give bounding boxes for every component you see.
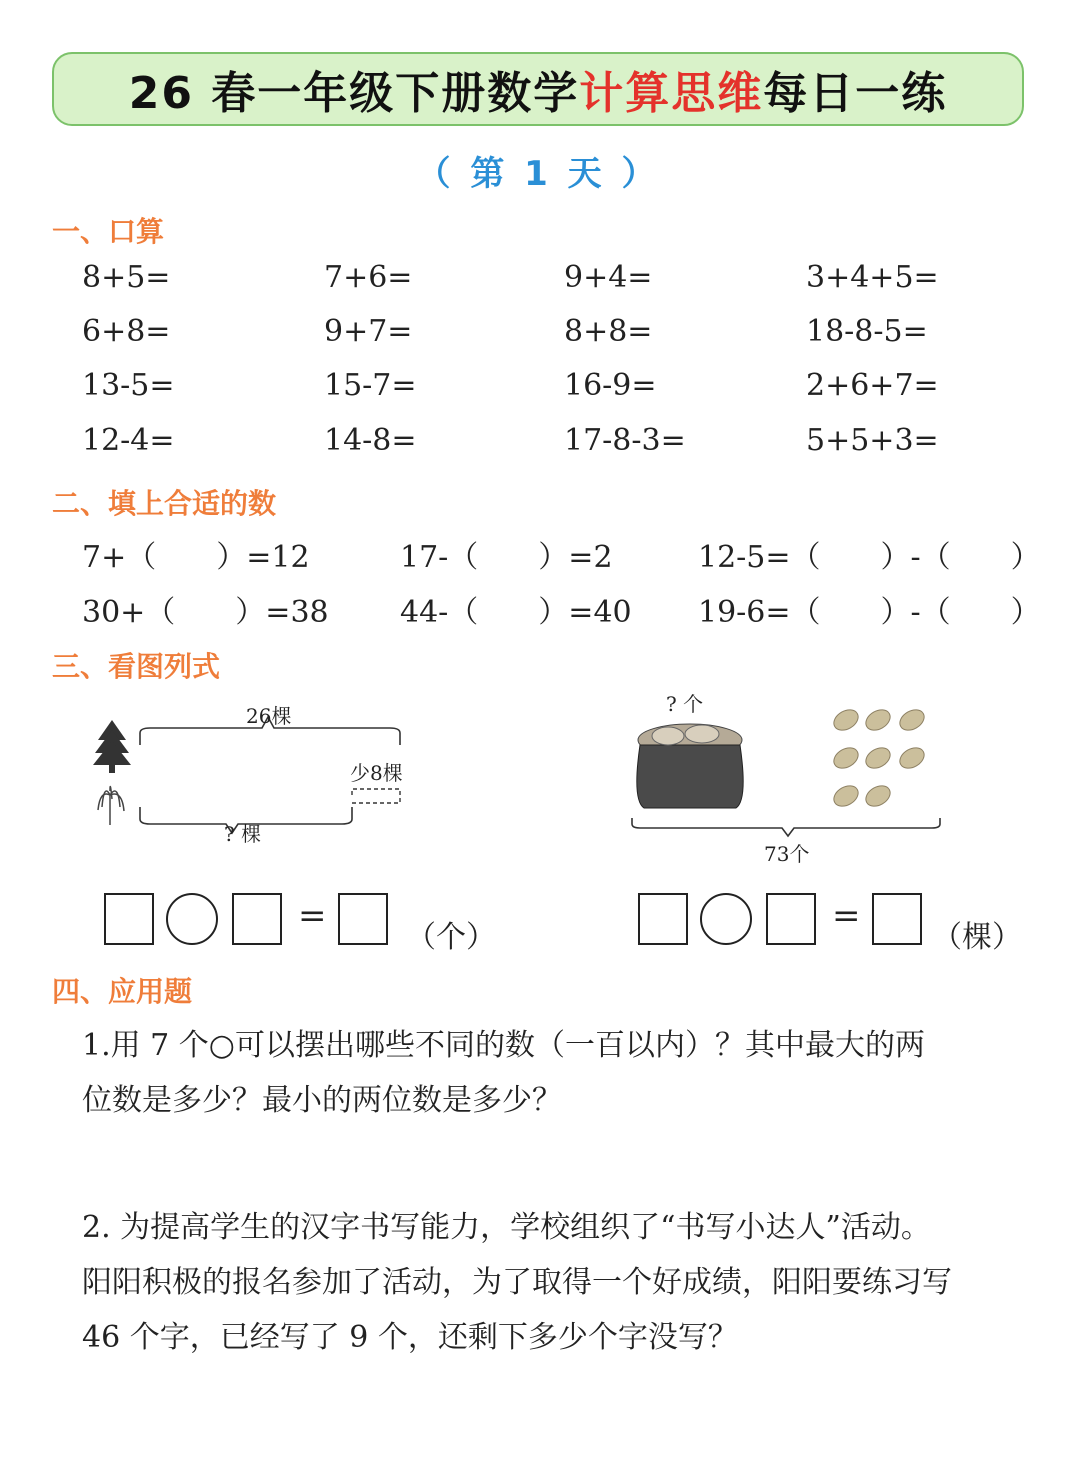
- potato-icons: [830, 706, 928, 811]
- section-word-problems-title: 四、应用题: [52, 975, 193, 1008]
- fill-item: 12-5=（ ）-（ ）: [698, 540, 1041, 575]
- willow-tree-icon: [98, 787, 124, 826]
- title-banner: [52, 52, 1024, 126]
- operator-circle[interactable]: [166, 893, 218, 945]
- section-fill-title: 二、填上合适的数: [52, 487, 277, 520]
- oral-item: 5+5+3=: [806, 423, 939, 458]
- oral-item: 13-5=: [82, 368, 175, 403]
- oral-item: 15-7=: [324, 368, 417, 403]
- fill-item: 30+（ ）=38: [82, 595, 329, 630]
- oral-item: 8+5=: [82, 260, 171, 295]
- oral-item: 12-4=: [82, 423, 175, 458]
- operator-circle[interactable]: [700, 893, 752, 945]
- fill-item: 19-6=（ ）-（ ）: [698, 595, 1041, 630]
- pine-tree-icon: [93, 720, 131, 773]
- title-part2: 计算思维: [579, 68, 764, 119]
- oral-item: 17-8-3=: [564, 423, 686, 458]
- oral-item: 7+6=: [324, 260, 413, 295]
- answer-box[interactable]: [766, 893, 816, 945]
- label-total-trees: 26棵: [246, 704, 292, 728]
- oral-item: 2+6+7=: [806, 368, 939, 403]
- unit-label-left: （个）: [406, 920, 496, 955]
- section-picture-title: 三、看图列式: [52, 650, 221, 683]
- fill-item: 7+（ ）=12: [82, 540, 310, 575]
- fill-item: 44-（ ）=40: [400, 595, 632, 630]
- label-total-potatoes: 73个: [764, 842, 810, 866]
- label-less-trees: 少8棵: [350, 761, 403, 785]
- answer-box[interactable]: [338, 893, 388, 945]
- answer-box[interactable]: [104, 893, 154, 945]
- oral-item: 8+8=: [564, 314, 653, 349]
- problem-2-line-3: 46 个字，已经写了 9 个，还剩下多少个字没写？: [82, 1320, 738, 1355]
- oral-item: 9+7=: [324, 314, 413, 349]
- answer-box[interactable]: [872, 893, 922, 945]
- oral-item: 16-9=: [564, 368, 657, 403]
- problem-2-line-1: 2. 为提高学生的汉字书写能力，学校组织了“书写小达人”活动。: [82, 1210, 931, 1245]
- unit-label-right: （棵）: [932, 920, 1022, 955]
- answer-box[interactable]: [232, 893, 282, 945]
- day-label: （ 第 1 天 ）: [416, 154, 660, 194]
- problem-2-line-2: 阳阳积极的报名参加了活动，为了取得一个好成绩，阳阳要练习写: [82, 1265, 952, 1300]
- equals-sign: =: [298, 896, 327, 936]
- fill-item: 17-（ ）=2: [400, 540, 613, 575]
- oral-item: 6+8=: [82, 314, 171, 349]
- oral-item: 3+4+5=: [806, 260, 939, 295]
- label-unknown-potatoes: ? 个: [666, 692, 704, 716]
- oral-item: 9+4=: [564, 260, 653, 295]
- section-oral-title: 一、口算: [52, 215, 165, 248]
- problem-1-line-2: 位数是多少？最小的两位数是多少？: [82, 1083, 562, 1118]
- sack-icon: [637, 724, 743, 808]
- oral-item: 14-8=: [324, 423, 417, 458]
- problem-1-line-1: 1.用 7 个○可以摆出哪些不同的数（一百以内）？其中最大的两: [82, 1028, 925, 1063]
- label-unknown-trees: ? 棵: [224, 822, 262, 846]
- equals-sign: =: [832, 896, 861, 936]
- oral-item: 18-8-5=: [806, 314, 928, 349]
- title-part1: 26 春一年级下册数学: [128, 68, 580, 119]
- answer-box[interactable]: [638, 893, 688, 945]
- title-part3: 每日一练: [763, 68, 948, 119]
